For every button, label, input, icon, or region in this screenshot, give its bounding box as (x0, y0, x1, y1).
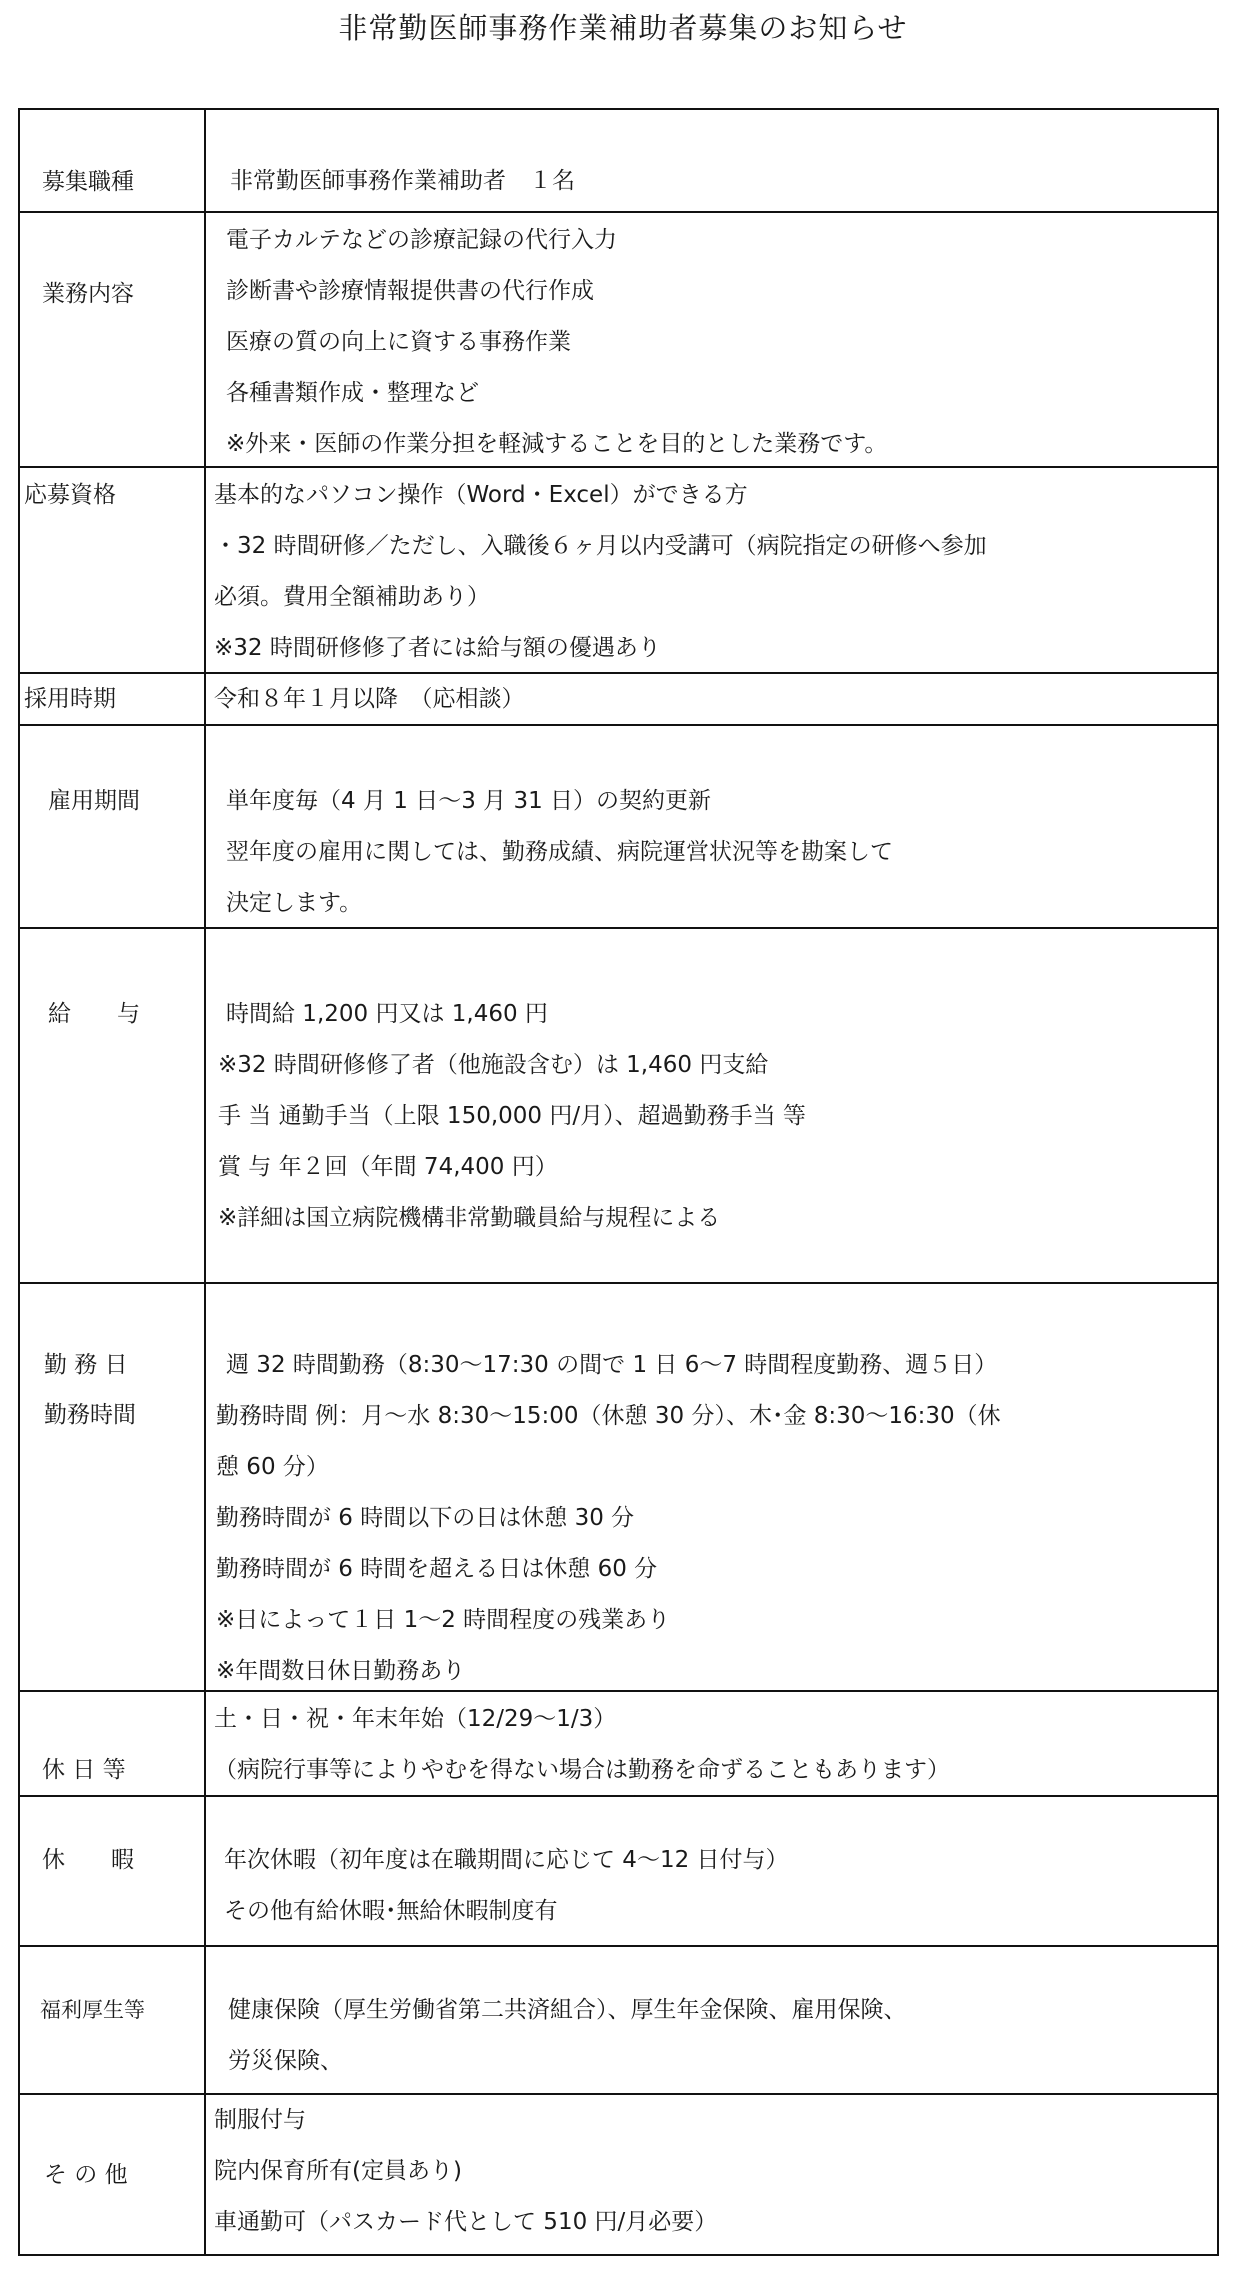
label-text: 休 暇 (42, 1847, 134, 1873)
content-line: 令和８年１月以降 （応相談） (214, 685, 525, 712)
content-line: 必須。費用全額補助あり） (214, 584, 490, 610)
row-job-type (20, 110, 1217, 213)
label-text: そ の 他 (44, 2161, 128, 2188)
label-text: 雇用期間 (48, 788, 140, 814)
content-qualifications (206, 468, 1217, 672)
content-line: ※32 時間研修修了者（他施設含む）は 1,460 円支給 (218, 1052, 769, 1078)
content-salary (206, 929, 1217, 1282)
content-line: 憩 60 分） (216, 1454, 329, 1480)
label-text: 採用時期 (24, 686, 116, 712)
content-holidays (206, 1692, 1217, 1795)
content-line: （病院行事等によりやむを得ない場合は勤務を命ずることもあります） (214, 1757, 950, 1783)
label-employment-period (20, 726, 204, 927)
content-line: 時間給 1,200 円又は 1,460 円 (226, 1001, 548, 1027)
label-benefits (20, 1947, 204, 2093)
label-text: 休 日 等 (42, 1757, 126, 1783)
row-other (20, 2095, 1217, 2254)
content-duties (206, 213, 1217, 466)
row-duties (20, 213, 1217, 468)
content-leave (206, 1797, 1217, 1945)
label-text: 業務内容 (42, 281, 134, 307)
row-qualifications (20, 468, 1217, 674)
content-line: ※日によって１日 1～2 時間程度の残業あり (216, 1607, 671, 1633)
label-text: 募集職種 (42, 169, 134, 195)
content-line: 各種書類作成・整理など (226, 380, 479, 406)
content-line: 手 当 通勤手当（上限 150,000 円/月）、超過勤務手当 等 (218, 1103, 806, 1129)
row-holidays (20, 1692, 1217, 1797)
content-line: 基本的なパソコン操作（Word・Excel）ができる方 (214, 482, 748, 508)
content-line: 勤務時間 例：月～水 8:30～15:00（休憩 30 分）、木･金 8:30～16:30（休 (216, 1403, 1001, 1429)
row-salary (20, 929, 1217, 1284)
content-employment-period (206, 726, 1217, 927)
content-other (206, 2095, 1217, 2254)
content-line: 年次休暇（初年度は在職期間に応じて 4～12 日付与） (224, 1847, 789, 1873)
content-line: 単年度毎（4 月 1 日～3 月 31 日）の契約更新 (226, 788, 712, 814)
label-text: 勤 務 日 (44, 1352, 128, 1378)
page-title: 非常勤医師事務作業補助者募集のお知らせ (338, 11, 908, 45)
content-line: ※32 時間研修修了者には給与額の優遇あり (214, 635, 661, 661)
content-line: 電子カルテなどの診療記録の代行入力 (226, 227, 617, 253)
content-line: 勤務時間が 6 時間以下の日は休憩 30 分 (216, 1505, 635, 1531)
content-line: 労災保険、 (228, 2048, 343, 2074)
row-leave (20, 1797, 1217, 1947)
content-line: 翌年度の雇用に関しては、勤務成績、病院運営状況等を勘案して (226, 839, 893, 865)
label-other (20, 2095, 204, 2254)
content-line: 週 32 時間勤務（8:30～17:30 の間で 1 日 6～7 時間程度勤務、週５日） (226, 1352, 998, 1378)
content-line: 車通勤可（パスカード代として 510 円/月必要） (214, 2209, 718, 2235)
label-text: 給 与 (48, 1001, 140, 1027)
content-line: 医療の質の向上に資する事務作業 (226, 329, 571, 355)
row-start-date (20, 674, 1217, 726)
content-line: 院内保育所有(定員あり) (214, 2158, 462, 2184)
label-text: 応募資格 (24, 482, 116, 508)
content-line: 診断書や診療情報提供書の代行作成 (226, 278, 594, 304)
row-employment-period (20, 726, 1217, 929)
label-text: 福利厚生等 (40, 1998, 145, 2022)
recruitment-table (18, 108, 1219, 2256)
content-line: 土・日・祝・年末年始（12/29～1/3） (214, 1706, 617, 1732)
content-line: 賞 与 年２回（年間 74,400 円） (218, 1154, 558, 1180)
label-text: 勤務時間 (44, 1402, 136, 1428)
label-salary (20, 929, 204, 1282)
content-benefits (206, 1947, 1217, 2093)
content-line: 非常勤医師事務作業補助者 １名 (230, 168, 575, 194)
label-leave (20, 1797, 204, 1945)
content-start-date (206, 674, 1217, 724)
content-line: ※詳細は国立病院機構非常勤職員給与規程による (218, 1205, 721, 1231)
content-line: ・32 時間研修／ただし、入職後６ヶ月以内受講可（病院指定の研修へ参加 (214, 533, 987, 559)
content-line: 決定します。 (226, 890, 363, 916)
label-qualifications (20, 468, 204, 672)
content-line: ※外来・医師の作業分担を軽減することを目的とした業務です。 (226, 431, 888, 457)
label-start-date (20, 674, 204, 724)
content-work-schedule (206, 1284, 1217, 1690)
content-line: 制服付与 (214, 2107, 306, 2133)
label-job-type (20, 110, 204, 211)
label-work-schedule (20, 1284, 204, 1690)
row-benefits (20, 1947, 1217, 2095)
row-work-schedule (20, 1284, 1217, 1692)
content-line: その他有給休暇･無給休暇制度有 (224, 1898, 558, 1924)
content-line: ※年間数日休日勤務あり (216, 1658, 466, 1684)
label-holidays (20, 1692, 204, 1795)
content-line: 勤務時間が 6 時間を超える日は休憩 60 分 (216, 1556, 658, 1582)
content-line: 健康保険（厚生労働省第二共済組合）、厚生年金保険、雇用保険、 (228, 1997, 907, 2023)
content-job-type (206, 110, 1217, 211)
label-duties (20, 213, 204, 466)
